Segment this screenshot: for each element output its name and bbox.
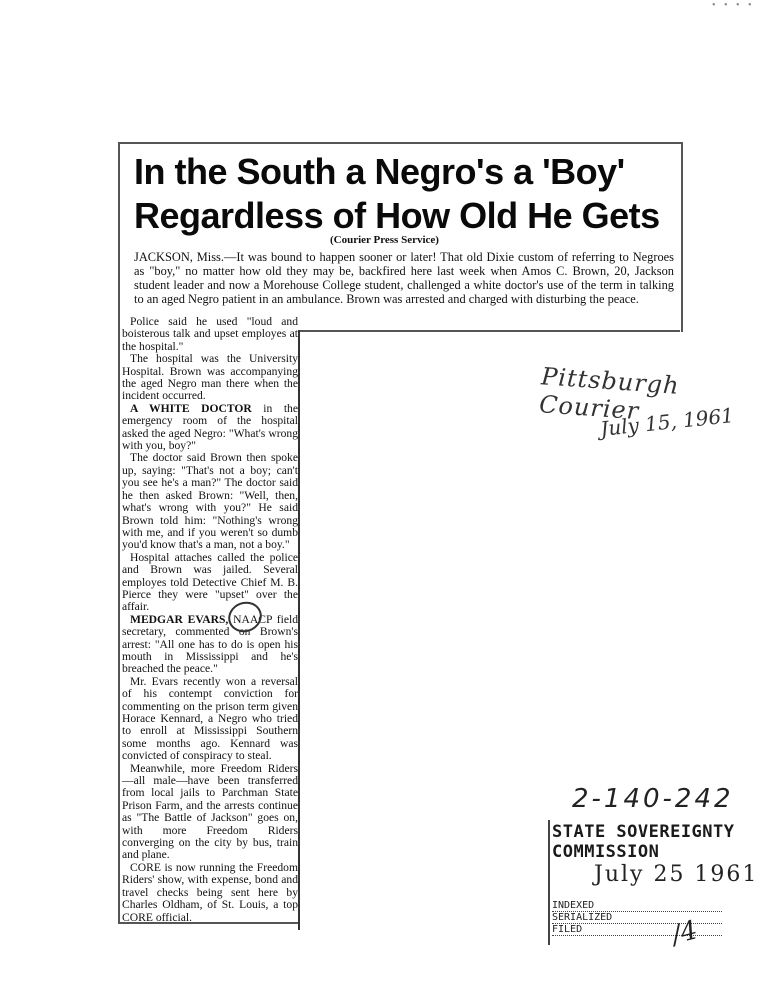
paragraph: CORE is now running the Freedom Riders' show, with expense, bond and travel checks being sent here by Charles Oldham, of St. Louis, a top CORE official. (122, 860, 298, 924)
paragraph: Meanwhile, more Freedom Riders—all male—have been transferred from local jails to Parchman State Prison Farm, and the arrests continue as "The Battle of Jackson" goes on, with more Freedom Riders converging on the city by bus, train and plane. (122, 761, 298, 862)
article-lead-paragraph: JACKSON, Miss.—It was bound to happen sooner or later! That old Dixie custom of referring to Negroes as "boy," no matter how old they may be, backfired here last week when Amos C. Brown, 20, Jackson student leader and now a Morehouse College student, challenged a white doctor's use of the term in talking to an aged Negro patient in an ambulance. Brown was arrested and charged with disturbing the peace. (134, 250, 674, 306)
paragraph-text: in the emergency room of the hospital asked the aged Negro: "What's wrong with you, boy?" (122, 401, 298, 453)
stamp-title: STATE SOVEREIGNTY COMMISSION (552, 822, 735, 862)
subhead: MEDGAR EVARS, (130, 612, 229, 626)
column-rule (298, 330, 300, 930)
stamp-field-indexed: INDEXED (552, 900, 722, 912)
file-number: 2-140-242 (572, 784, 734, 814)
paragraph: The doctor said Brown then spoke up, saying: "That's not a boy; can't you see he's a man?" The doctor said he then asked Brown: "Well, then, what's wrong with you?" He said Brown told him: "Nothing's wrong with me, and if you weren't so dumb you'd know that's a man, not a boy." (122, 451, 298, 552)
clipping-border-left (118, 142, 120, 922)
stamp-field-filed: FILED (552, 924, 722, 936)
corner-mark: • • • • (712, 0, 755, 11)
handwritten-paper-name: Pittsburgh Courier (538, 362, 681, 426)
article-headline: In the South a Negro's a 'Boy' Regardless of How Old He Gets (134, 151, 660, 236)
stamp-field-serialized: SERIALIZED (552, 912, 722, 924)
paragraph: Hospital attaches called the police and Brown was jailed. Several employes told Detective Chief M. B. Pierce they were "upset" over the affair. (122, 550, 298, 614)
lead-underline-rule (300, 330, 680, 332)
paragraph: Mr. Evars recently won a reversal of his contempt conviction for commenting on the prison term given Horace Kennard, a Negro who tried to enroll at Mississippi Southern some months ago. Kennard was convicted of conspiracy to steal. (122, 674, 298, 763)
clipping-border-top (118, 142, 683, 144)
article-column (122, 316, 298, 924)
article-byline: (Courier Press Service) (330, 234, 439, 246)
paragraph (122, 614, 298, 676)
paragraph-text: NAACP field secretary, commented on Brown's arrest: "All one has to do is open his mouth in Mississippi and he's breached the peace." (122, 612, 299, 676)
stamp-date: July 25 1961 (594, 862, 759, 887)
clipping-border-right (681, 142, 683, 332)
subhead: A WHITE DOCTOR (130, 401, 252, 415)
paragraph: Police said he used "loud and boisterous talk and upset employes at the hospital." (122, 315, 298, 353)
stamp-rule (548, 820, 550, 945)
paragraph (122, 403, 298, 453)
paragraph: The hospital was the University Hospital. Brown was accompanying the aged Negro man there when the incident occurred. (122, 352, 298, 403)
handwritten-initials: ∕4 (668, 915, 701, 951)
handwritten-date: July 15, 1961 (599, 403, 735, 441)
